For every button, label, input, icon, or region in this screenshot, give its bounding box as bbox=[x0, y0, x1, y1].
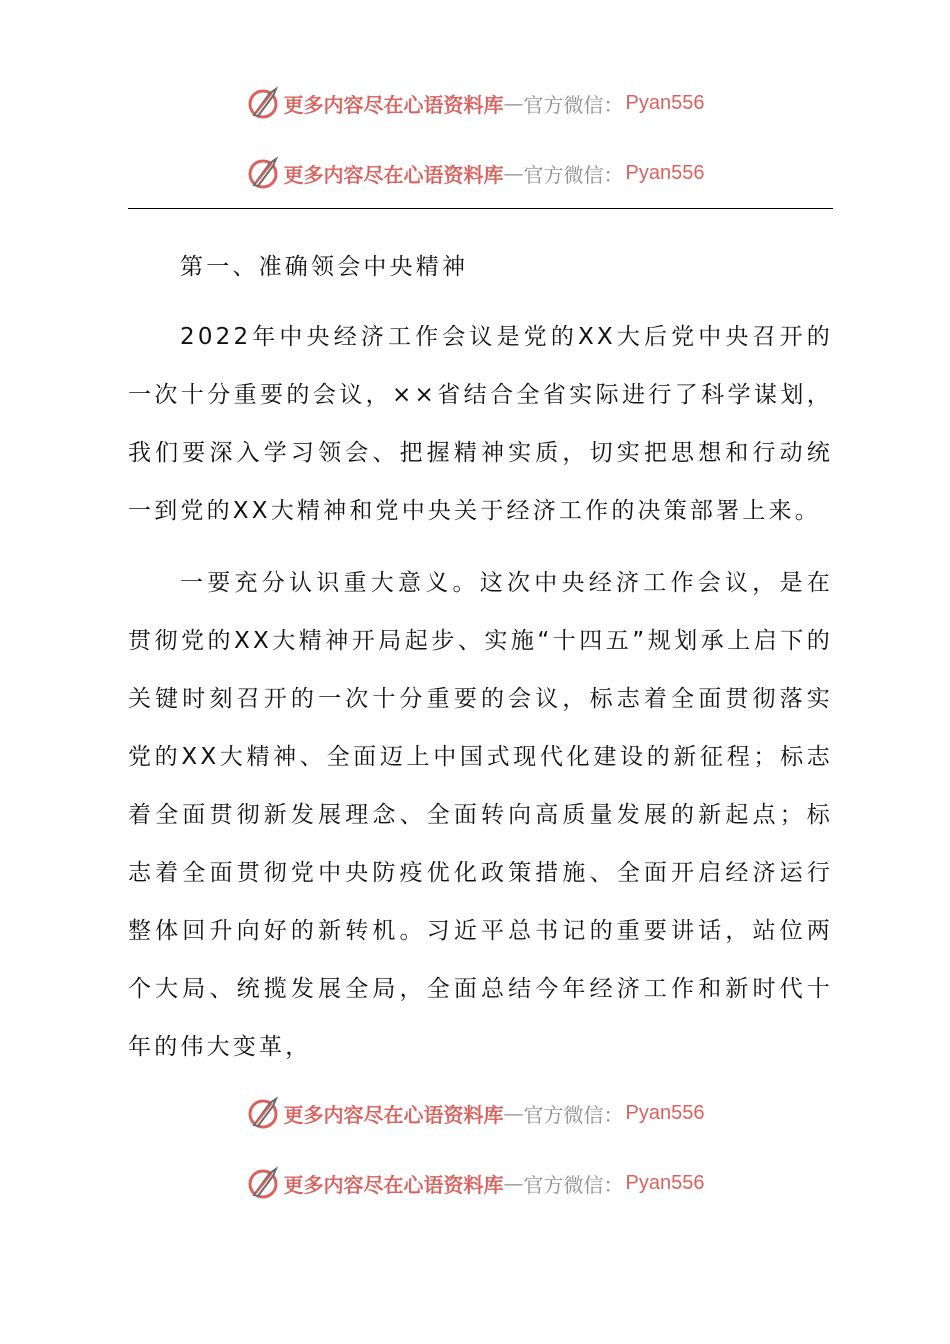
watermark-dash: — bbox=[503, 161, 524, 185]
watermark-official-label: 官方微信： bbox=[523, 162, 624, 187]
watermark-banner bbox=[0, 1093, 950, 1133]
quill-logo-icon bbox=[246, 85, 282, 121]
header-divider bbox=[128, 208, 833, 209]
watermark-wechat-id: Pyan556 bbox=[625, 1101, 705, 1124]
watermark-main-text: 更多内容尽在心语资料库 bbox=[283, 1102, 504, 1127]
watermark-wechat-id: Pyan556 bbox=[625, 91, 705, 114]
watermark-official-label: 官方微信： bbox=[523, 1172, 624, 1197]
quill-logo-icon bbox=[246, 1095, 282, 1131]
watermark-main-text: 更多内容尽在心语资料库 bbox=[283, 92, 504, 117]
paragraph: 一要充分认识重大意义。这次中央经济工作会议，是在贯彻党的XX大精神开局起步、实施“十四五”规划承上启下的关键时刻召开的一次十分重要的会议，标志着全面贯彻落实党的XX大精神、全面迈上中国式现代化建设的新征程；标志着全面贯彻新发展理念、全面转向高质量发展的新起点；标志着全面贯彻党中央防疫优化政策措施、全面开启经济运行整体回升向好的新转机。习近平总书记的重要讲话，站位两个大局、统揽发展全局，全面总结今年经济工作和新时代十年的伟大变革， bbox=[128, 570, 833, 1060]
watermark-dash: — bbox=[503, 91, 524, 115]
paragraph: 2022年中央经济工作会议是党的XX大后党中央召开的一次十分重要的会议，××省结合全省实际进行了科学谋划，我们要深入学习领会、把握精神实质，切实把思想和行动统一到党的XX大精神和党中央关于经济工作的决策部署上来。 bbox=[128, 324, 833, 524]
watermark-dash: — bbox=[503, 1101, 524, 1125]
watermark-banner bbox=[0, 83, 950, 123]
watermark-wechat-id: Pyan556 bbox=[625, 161, 705, 184]
watermark-official-label: 官方微信： bbox=[523, 92, 624, 117]
quill-logo-icon bbox=[246, 155, 282, 191]
watermark-dash: — bbox=[503, 1171, 524, 1195]
watermark-banner bbox=[0, 153, 950, 193]
document-body bbox=[128, 238, 833, 1090]
quill-logo-icon bbox=[246, 1165, 282, 1201]
watermark-wechat-id: Pyan556 bbox=[625, 1171, 705, 1194]
section-heading: 第一、准确领会中央精神 bbox=[180, 254, 469, 280]
watermark-main-text: 更多内容尽在心语资料库 bbox=[283, 162, 504, 187]
watermark-main-text: 更多内容尽在心语资料库 bbox=[283, 1172, 504, 1197]
watermark-banner bbox=[0, 1163, 950, 1203]
watermark-official-label: 官方微信： bbox=[523, 1102, 624, 1127]
